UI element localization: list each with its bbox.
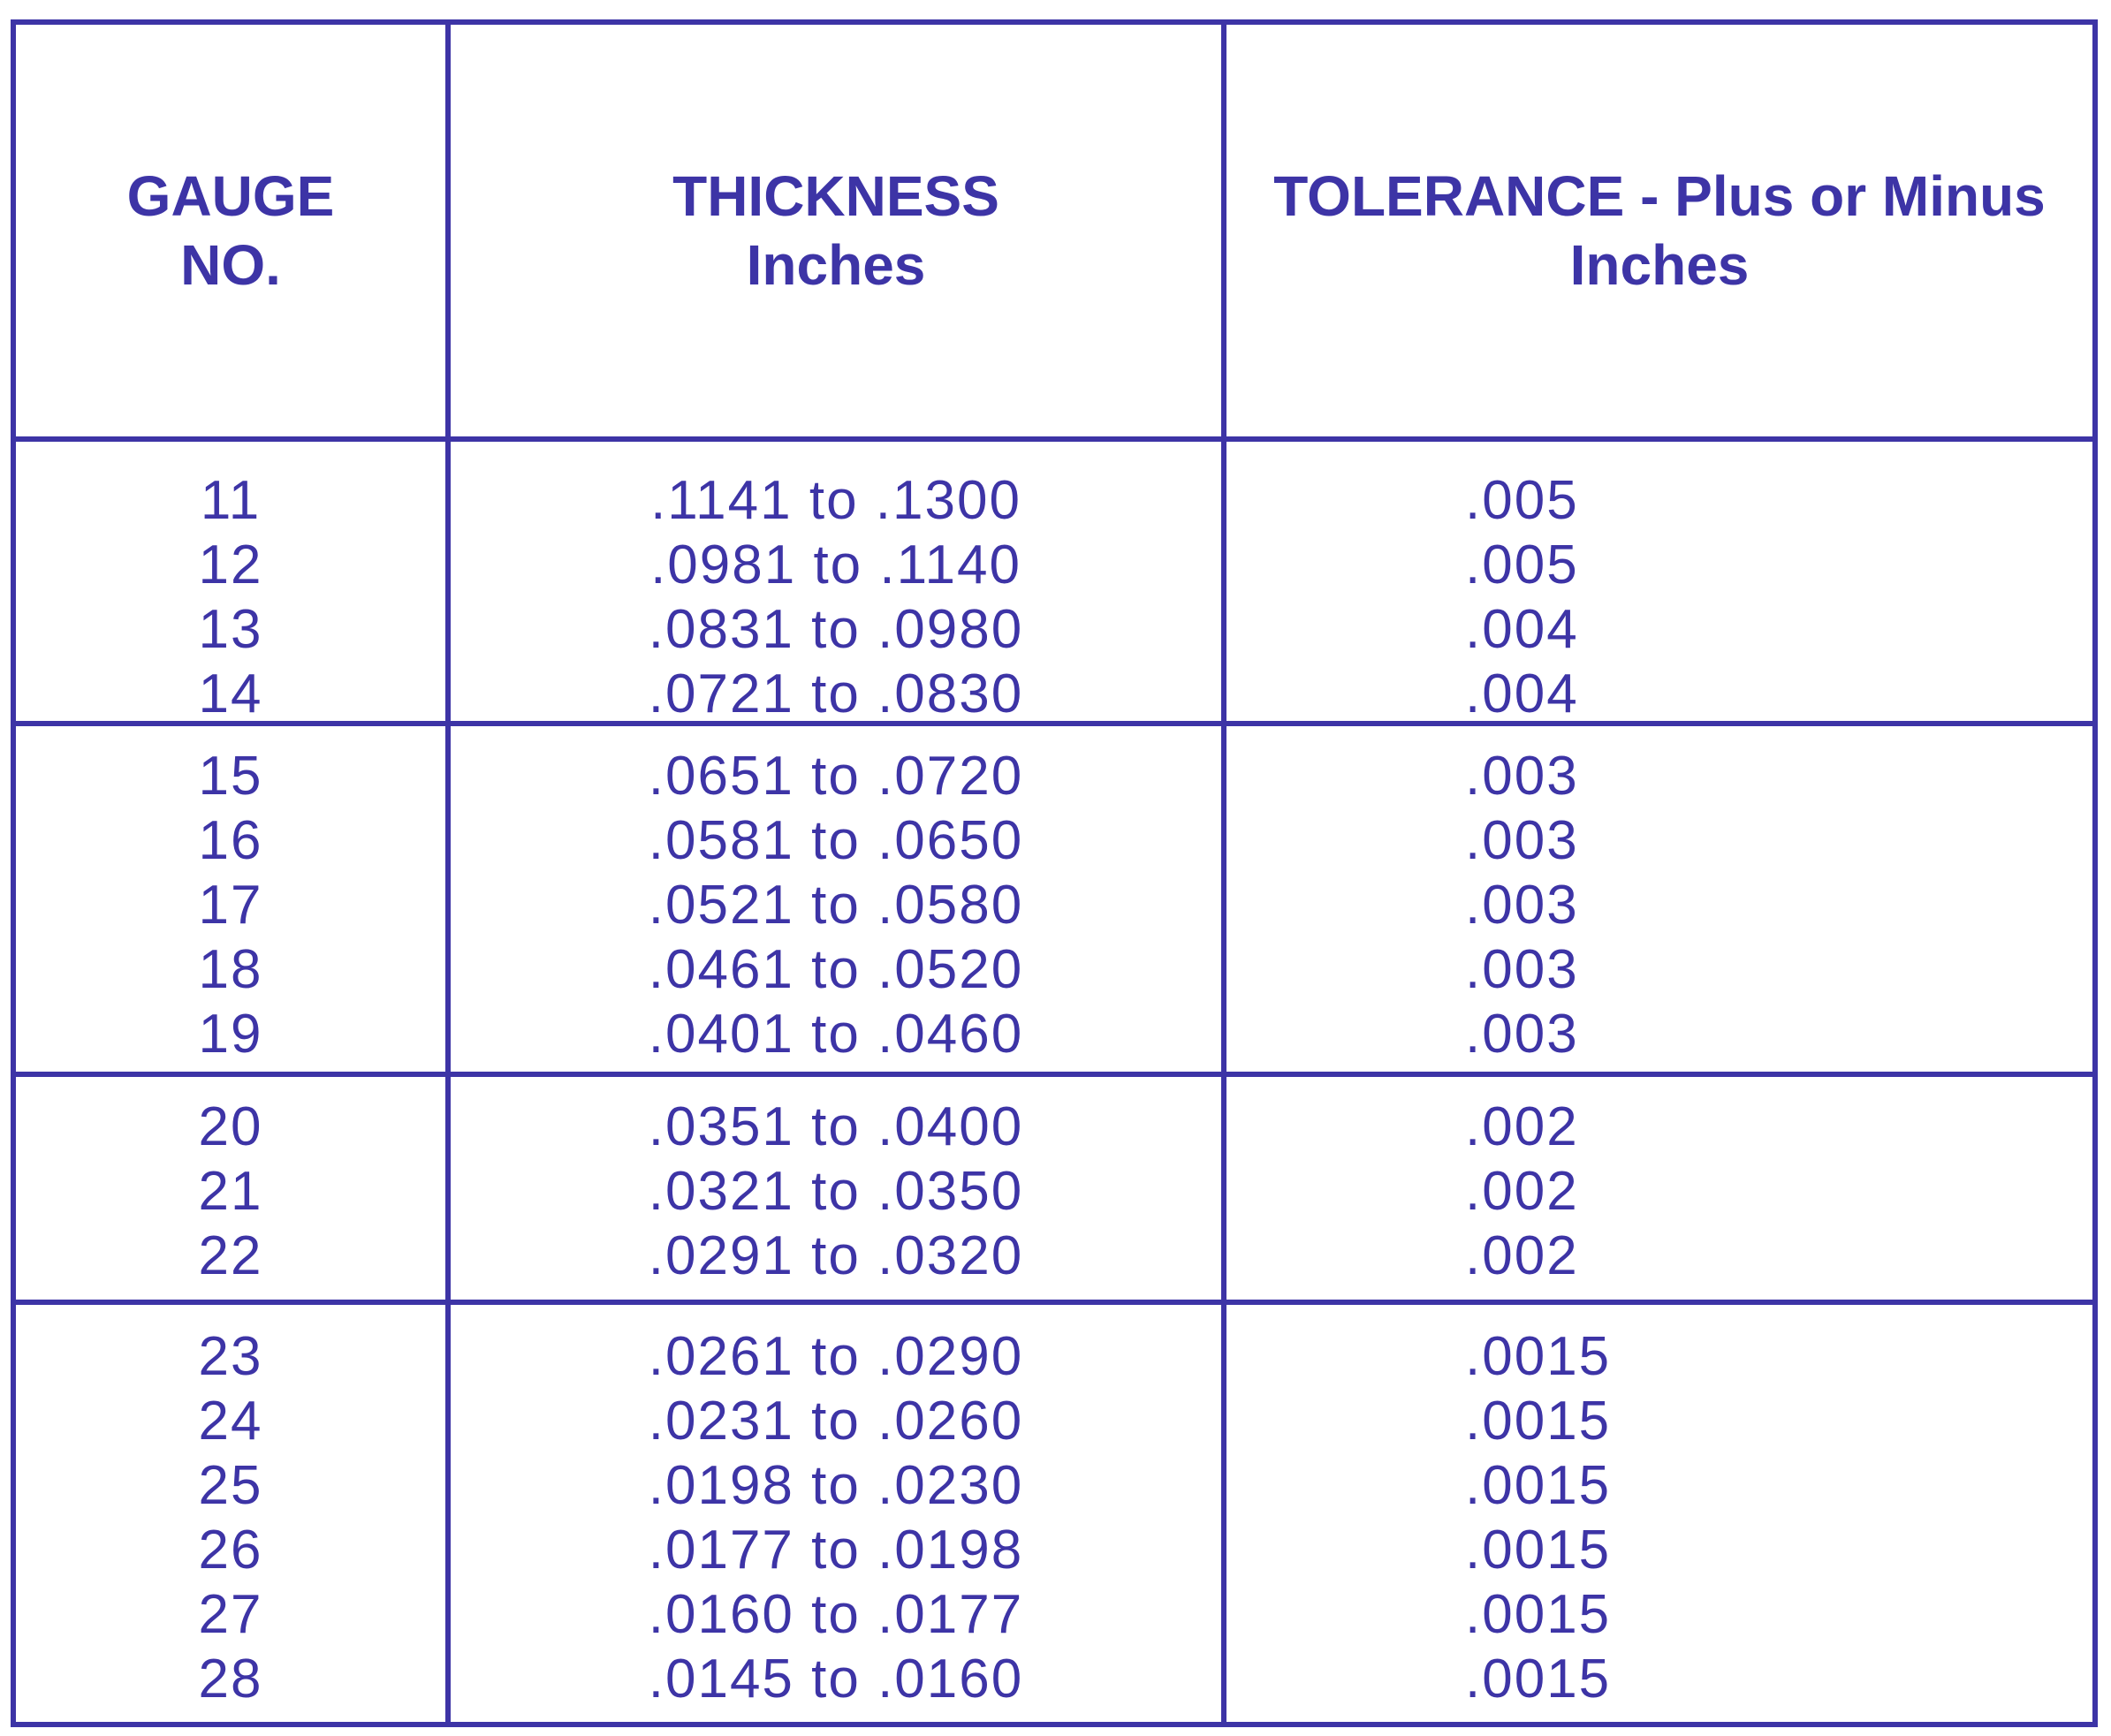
table-row [16,662,2092,726]
group-divider-2 [16,1072,2092,1077]
thickness-cell: .0581 to .0650 [648,810,1024,871]
table-row [16,1647,2092,1711]
header-gauge-line-1: GAUGE [126,164,335,228]
table-row [16,533,2092,597]
gauge-cell: 15 [198,746,263,807]
thickness-cell: .0401 to .0460 [648,1004,1024,1065]
thickness-cell: .0145 to .0160 [648,1649,1024,1709]
thickness-cell: .0198 to .0230 [648,1455,1024,1516]
tolerance-cell: .005 [1465,534,1579,595]
thickness-cell: .0177 to .0198 [648,1520,1024,1581]
gauge-cell: 21 [198,1161,263,1222]
thickness-cell: .0981 to .1140 [650,534,1021,595]
tolerance-cell: .004 [1465,599,1579,660]
header-tolerance [1226,25,2092,436]
thickness-cell: .0521 to .0580 [648,875,1024,936]
gauge-cell: 13 [198,599,263,660]
header-tolerance-line-1: TOLERANCE - Plus or Minus [1273,164,2046,228]
table-row [16,1518,2092,1582]
group-divider-3 [16,1300,2092,1305]
gauge-cell: 25 [198,1455,263,1516]
tolerance-cell: .004 [1465,663,1579,724]
gauge-cell: 27 [198,1584,263,1645]
thickness-cell: .0160 to .0177 [648,1584,1024,1645]
table-row [16,1324,2092,1389]
tolerance-cell: .003 [1465,875,1579,936]
header-thickness-line-1: THICKNESS [672,164,999,228]
gauge-thickness-table [11,19,2098,1727]
tolerance-cell: .003 [1465,746,1579,807]
tolerance-cell: .0015 [1465,1326,1612,1387]
thickness-cell: .0321 to .0350 [648,1161,1024,1222]
table-row [16,1159,2092,1224]
table-row [16,1582,2092,1647]
gauge-cell: 26 [198,1520,263,1581]
tolerance-cell: .0015 [1465,1520,1612,1581]
thickness-cell: .1141 to .1300 [650,470,1021,531]
table-row [16,1002,2092,1066]
header-gauge-line-2: NO. [180,233,281,297]
tolerance-cell: .002 [1465,1096,1579,1157]
thickness-cell: .0231 to .0260 [648,1391,1024,1452]
gauge-cell: 24 [198,1391,263,1452]
gauge-cell: 19 [198,1004,263,1065]
gauge-cell: 18 [198,939,263,1000]
table-row [16,808,2092,873]
gauge-cell: 12 [198,534,263,595]
thickness-cell: .0721 to .0830 [648,663,1024,724]
thickness-cell: .0351 to .0400 [648,1096,1024,1157]
tolerance-cell: .002 [1465,1225,1579,1286]
gauge-cell: 14 [198,663,263,724]
tolerance-cell: .002 [1465,1161,1579,1222]
table-row [16,597,2092,662]
header-gauge-no [16,25,445,436]
header-divider [16,436,2092,442]
table-row [16,468,2092,533]
table-row [16,1389,2092,1453]
gauge-cell: 17 [198,875,263,936]
table-row [16,744,2092,808]
header-thickness [451,25,1221,436]
table-row [16,937,2092,1002]
gauge-cell: 23 [198,1326,263,1387]
thickness-cell: .0831 to .0980 [648,599,1024,660]
header-thickness-line-2: Inches [746,233,926,297]
table-row [16,1224,2092,1288]
tolerance-cell: .0015 [1465,1584,1612,1645]
gauge-cell: 22 [198,1225,263,1286]
tolerance-cell: .003 [1465,939,1579,1000]
tolerance-cell: .0015 [1465,1391,1612,1452]
thickness-cell: .0461 to .0520 [648,939,1024,1000]
tolerance-cell: .0015 [1465,1649,1612,1709]
tolerance-cell: .005 [1465,470,1579,531]
gauge-cell: 16 [198,810,263,871]
gauge-cell: 20 [198,1096,263,1157]
tolerance-cell: .0015 [1465,1455,1612,1516]
table-row [16,873,2092,937]
gauge-cell: 28 [198,1649,263,1709]
gauge-cell: 11 [200,470,262,531]
tolerance-cell: .003 [1465,1004,1579,1065]
table-row [16,1095,2092,1159]
tolerance-cell: .003 [1465,810,1579,871]
header-tolerance-line-2: Inches [1569,233,1750,297]
thickness-cell: .0651 to .0720 [648,746,1024,807]
table-row [16,1453,2092,1518]
thickness-cell: .0291 to .0320 [648,1225,1024,1286]
thickness-cell: .0261 to .0290 [648,1326,1024,1387]
